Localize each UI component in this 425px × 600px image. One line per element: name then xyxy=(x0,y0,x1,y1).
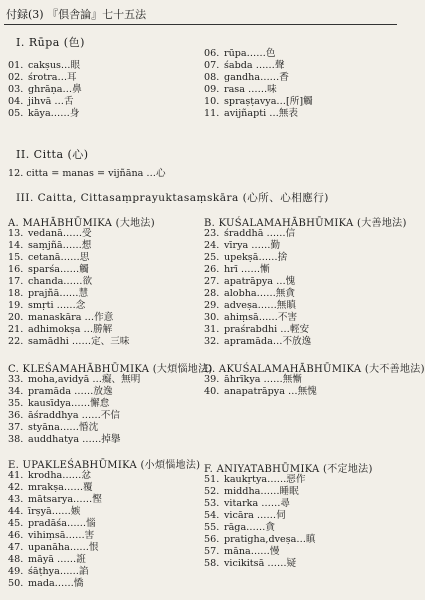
item-number: 15. xyxy=(8,252,24,263)
item-number: 44. xyxy=(8,506,24,517)
item-text: pradāśa……惱 xyxy=(28,518,96,529)
item-text: spraṣṭavya…[所]觸 xyxy=(224,96,313,107)
item-text: prajñā……慧 xyxy=(28,288,89,299)
item-text: samādhi ……定、三味 xyxy=(28,336,130,347)
item-text: rāga……貪 xyxy=(224,522,275,533)
item-text: cetanā……思 xyxy=(28,252,90,263)
item-text: vihiṃsā……害 xyxy=(28,530,95,541)
item-number: 21. xyxy=(8,324,24,335)
item-text: ghrāṇa…鼻 xyxy=(28,84,82,95)
item-text: āśraddhya ……不信 xyxy=(28,410,120,421)
item-number: 11. xyxy=(204,108,220,119)
list-item xyxy=(204,252,287,264)
item-text: ahiṃsā……不害 xyxy=(224,312,298,323)
group-d-title: D. AKUŚALAMAHĀBHŪMIKA (大不善地法) xyxy=(204,364,425,375)
list-item xyxy=(204,72,289,84)
item-text: vedanā……受 xyxy=(28,228,92,239)
item-text: vicāra ……伺 xyxy=(224,510,286,521)
item-text: hrī ……慚 xyxy=(224,264,270,275)
list-item xyxy=(8,554,86,566)
list-item xyxy=(8,518,96,530)
page-header: 付録(3) 『倶舎論』七十五法 xyxy=(6,8,147,21)
item-number: 47. xyxy=(8,542,24,553)
list-item xyxy=(8,494,102,506)
item-text: māyā ……誑 xyxy=(28,554,86,565)
list-item xyxy=(8,434,121,446)
item-number: 51. xyxy=(204,474,220,485)
item-text: apramāda…不放逸 xyxy=(224,336,312,347)
item-number: 20. xyxy=(8,312,24,323)
list-item xyxy=(8,228,92,240)
item-text: śrotra…耳 xyxy=(28,72,77,83)
item-text: kāya……身 xyxy=(28,108,80,119)
item-text: mrakṣa……覆 xyxy=(28,482,93,493)
item-text: apatrāpya …愧 xyxy=(224,276,296,287)
item-number: 26. xyxy=(204,264,220,275)
item-text: adveṣa……無瞋 xyxy=(224,300,296,311)
list-item xyxy=(8,276,92,288)
item-text: praśrabdhi …輕安 xyxy=(224,324,310,335)
item-number: 18. xyxy=(8,288,24,299)
section-caitta-title: III. Caitta, Cittasaṃprayuktasaṃskāra (心所、心相應行) xyxy=(16,192,329,204)
item-text: kaukṛtya……惡作 xyxy=(224,474,306,485)
header-rule xyxy=(4,24,397,25)
list-item xyxy=(204,60,284,72)
list-item xyxy=(204,240,280,252)
list-item xyxy=(8,252,89,264)
item-text: īrṣyā……嫉 xyxy=(28,506,81,517)
list-item xyxy=(204,546,280,558)
list-item xyxy=(204,374,302,386)
item-number: 14. xyxy=(8,240,24,251)
item-number: 31. xyxy=(204,324,220,335)
group-c-title: C. KLEŚAMAHĀBHŪMIKA (大煩惱地法) xyxy=(8,364,213,375)
item-text: kausīdya……懈怠 xyxy=(28,398,110,409)
list-item xyxy=(8,60,80,72)
item-number: 22. xyxy=(8,336,24,347)
item-text: rūpa……色 xyxy=(224,48,276,59)
item-number: 38. xyxy=(8,434,24,445)
item-number: 17. xyxy=(8,276,24,287)
item-number: 57. xyxy=(204,546,220,557)
item-text: upekṣā……捨 xyxy=(224,252,288,263)
item-text: rasa ……味 xyxy=(224,84,277,95)
list-item xyxy=(204,558,296,570)
item-text: śraddhā ……信 xyxy=(224,228,296,239)
list-item xyxy=(8,566,89,578)
list-item xyxy=(204,510,286,522)
list-item xyxy=(8,312,113,324)
item-number: 30. xyxy=(204,312,220,323)
item-number: 43. xyxy=(8,494,24,505)
list-item xyxy=(8,108,79,120)
item-number: 03. xyxy=(8,84,24,95)
item-number: 10. xyxy=(204,96,220,107)
item-number: 37. xyxy=(8,422,24,433)
item-number: 32. xyxy=(204,336,220,347)
list-item xyxy=(204,84,277,96)
item-number: 56. xyxy=(204,534,220,545)
list-item xyxy=(8,398,109,410)
list-item xyxy=(204,276,295,288)
item-text: chanda……欲 xyxy=(28,276,93,287)
item-number: 34. xyxy=(8,386,24,397)
list-item xyxy=(8,470,91,482)
item-text: saṃjñā……想 xyxy=(28,240,92,251)
item-text: cakṣus…眼 xyxy=(28,60,81,71)
list-item xyxy=(204,534,316,546)
item-text: alobha……無貪 xyxy=(224,288,295,299)
list-item xyxy=(8,422,98,434)
item-text: gandha……香 xyxy=(224,72,289,83)
item-number: 35. xyxy=(8,398,24,409)
item-number: 42. xyxy=(8,482,24,493)
item-number: 02. xyxy=(8,72,24,83)
item-number: 48. xyxy=(8,554,24,565)
list-item xyxy=(8,506,81,518)
item-text: śāṭhya……諂 xyxy=(28,566,89,577)
item-number: 19. xyxy=(8,300,24,311)
item-text: mada……憍 xyxy=(28,578,84,589)
citta-line: 12. citta = manas = vijñāna …心 xyxy=(8,168,166,179)
list-item xyxy=(8,264,89,276)
item-number: 07. xyxy=(204,60,220,71)
item-number: 05. xyxy=(8,108,24,119)
item-text: āhrīkya ……無慚 xyxy=(224,374,302,385)
item-text: smṛti ……念 xyxy=(28,300,86,311)
list-item xyxy=(8,578,83,590)
list-item xyxy=(204,48,275,60)
item-text: adhimokṣa …勝解 xyxy=(28,324,113,335)
item-number: 24. xyxy=(204,240,220,251)
list-item xyxy=(8,374,140,386)
item-number: 54. xyxy=(204,510,220,521)
item-text: anapatrāpya …無愧 xyxy=(224,386,317,397)
group-b-title: B. KUŚALAMAHĀBHŪMIKA (大善地法) xyxy=(204,218,407,229)
item-text: pratigha,dveṣa…瞋 xyxy=(224,534,316,545)
item-text: pramāda ……放逸 xyxy=(28,386,113,397)
item-text: auddhatya ……掉擧 xyxy=(28,434,121,445)
item-number: 45. xyxy=(8,518,24,529)
item-number: 08. xyxy=(204,72,220,83)
item-number: 36. xyxy=(8,410,24,421)
item-number: 58. xyxy=(204,558,220,569)
group-f-title: F. ANIYATABHŪMIKA (不定地法) xyxy=(204,464,373,475)
item-text: sparśa……觸 xyxy=(28,264,89,275)
item-text: vicikitsā ……疑 xyxy=(224,558,297,569)
item-number: 06. xyxy=(204,48,220,59)
item-number: 25. xyxy=(204,252,220,263)
item-text: mātsarya……慳 xyxy=(28,494,102,505)
item-number: 50. xyxy=(8,578,24,589)
list-item xyxy=(8,530,94,542)
item-number: 04. xyxy=(8,96,24,107)
list-item xyxy=(8,300,85,312)
list-item xyxy=(204,312,297,324)
list-item xyxy=(204,108,298,120)
item-text: māna……慢 xyxy=(224,546,280,557)
list-item xyxy=(8,72,77,84)
list-item xyxy=(204,324,309,336)
item-number: 53. xyxy=(204,498,220,509)
item-text: upanāha……恨 xyxy=(28,542,99,553)
list-item xyxy=(204,522,275,534)
list-item xyxy=(8,386,113,398)
item-number: 01. xyxy=(8,60,24,71)
list-item xyxy=(8,288,88,300)
item-number: 55. xyxy=(204,522,220,533)
list-item xyxy=(8,324,112,336)
list-item xyxy=(204,486,299,498)
item-number: 41. xyxy=(8,470,24,481)
item-number: 46. xyxy=(8,530,24,541)
item-number: 39. xyxy=(204,374,220,385)
item-text: vīrya ……勤 xyxy=(224,240,281,251)
item-number: 27. xyxy=(204,276,220,287)
item-text: śabda ……聲 xyxy=(224,60,285,71)
item-number: 52. xyxy=(204,486,220,497)
list-item xyxy=(8,482,93,494)
list-item xyxy=(204,96,313,108)
list-item xyxy=(204,228,295,240)
list-item xyxy=(8,410,120,422)
item-number: 33. xyxy=(8,374,24,385)
group-a-title: A. MAHĀBHŪMIKA (大地法) xyxy=(8,218,155,229)
list-item xyxy=(204,386,317,398)
list-item xyxy=(204,498,290,510)
list-item xyxy=(8,542,99,554)
item-text: jihvā …舌 xyxy=(28,96,74,107)
item-number: 29. xyxy=(204,300,220,311)
item-number: 09. xyxy=(204,84,220,95)
item-number: 23. xyxy=(204,228,220,239)
item-text: middha……睡眠 xyxy=(224,486,299,497)
item-text: avijñapti …無表 xyxy=(224,108,298,119)
item-number: 16. xyxy=(8,264,24,275)
item-text: moha,avidyā …癡、無明 xyxy=(28,374,141,385)
item-text: styāna……惛沈 xyxy=(28,422,99,433)
list-item xyxy=(204,264,270,276)
item-text: krodha……忿 xyxy=(28,470,91,481)
section-citta-title: II. Citta (心) xyxy=(16,148,89,161)
list-item xyxy=(204,474,305,486)
list-item xyxy=(8,240,91,252)
list-item xyxy=(204,300,296,312)
item-text: manaskāra …作意 xyxy=(28,312,114,323)
list-item xyxy=(204,336,311,348)
item-number: 28. xyxy=(204,288,220,299)
item-number: 40. xyxy=(204,386,220,397)
item-number: 49. xyxy=(8,566,24,577)
list-item xyxy=(204,288,295,300)
list-item xyxy=(8,336,129,348)
list-item xyxy=(8,84,82,96)
group-e-title: E. UPAKLEŚABHŪMIKA (小煩惱地法) xyxy=(8,460,201,471)
list-item xyxy=(8,96,74,108)
section-rupa-title: I. Rūpa (色) xyxy=(16,36,85,49)
item-number: 13. xyxy=(8,228,24,239)
item-text: vitarka ……尋 xyxy=(224,498,291,509)
